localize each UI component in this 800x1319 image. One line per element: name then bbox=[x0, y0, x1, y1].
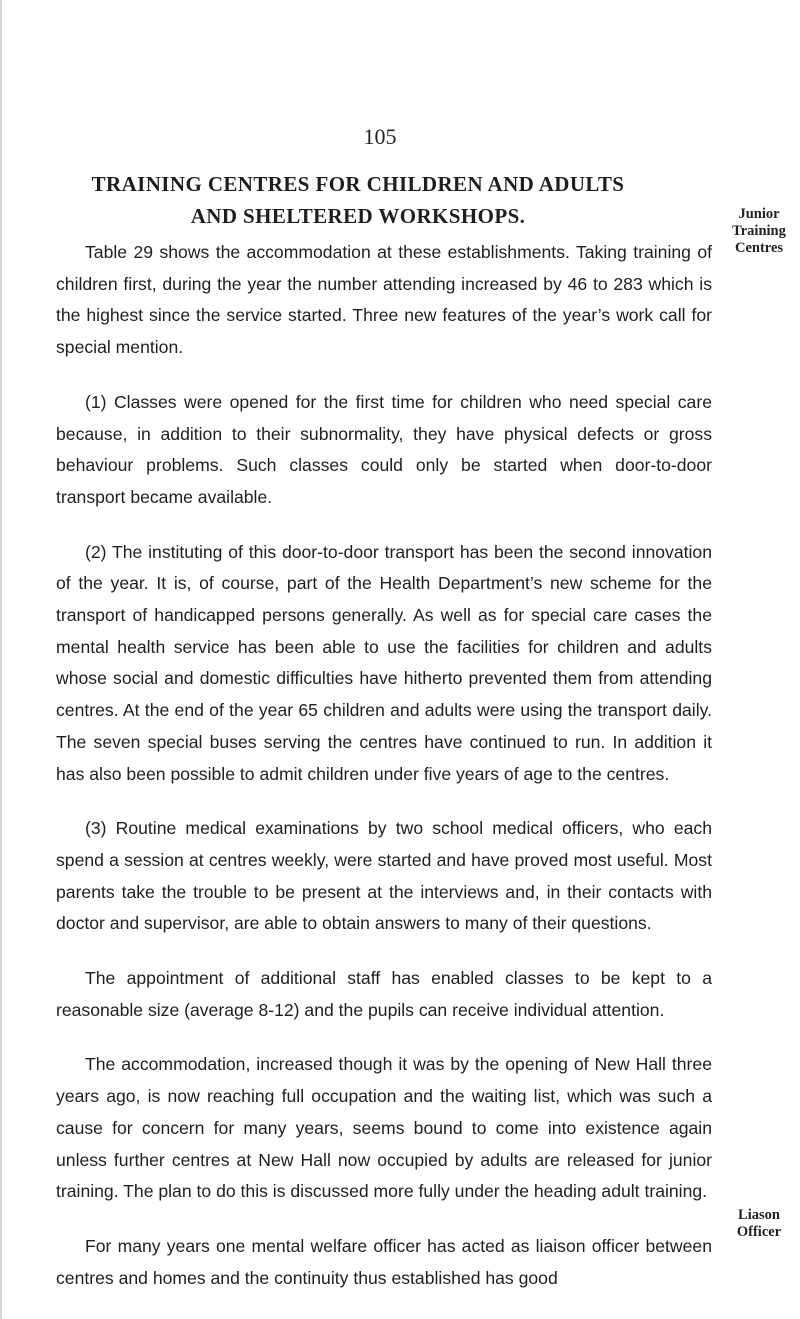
page-number: 105 bbox=[363, 124, 397, 149]
scan-edge bbox=[0, 0, 2, 1319]
paragraph-accommodation: The accommodation, increased though it was by the opening of New Hall three years ago, is now reaching full occupation and the waiting list, which was such a cause for concern for many years, seems bound to come into existence again unless further centres at New Hall now occupied by adults are released for junior training. The plan to do this is discussed more fully under the heading adult training. bbox=[56, 1054, 712, 1202]
margin-note-junior-training-centres: Junior Training Centres bbox=[732, 206, 786, 256]
margin-note-liason-officer: Liason Officer bbox=[736, 1207, 782, 1240]
section-heading-line-1: TRAINING CENTRES FOR CHILDREN AND ADULTS bbox=[91, 172, 625, 196]
paragraph-liaison-officer: For many years one mental welfare officer has acted as liaison officer between centres and homes and the continuity thus established has good bbox=[56, 1235, 712, 1288]
body-text bbox=[56, 237, 712, 1294]
paragraph-special-care-classes: (1) Classes were opened for the first time for children who need special care because, in addition to their subnormality, they have physical defects or gross behaviour problems. Such classes could only be started when door-to-door transport became available. bbox=[56, 391, 712, 507]
paragraph-door-to-door-transport: (2) The instituting of this door-to-door transport has been the second innovation of the year. It is, of course, part of the Health Department’s new scheme for the transport of handicapped persons generally. As well as for special care cases the mental health service has been able to use the facilities for children and adults whose social and domestic difficulties have hitherto prevented them from attending centres. At the end of the year 65 children and adults were using the transport daily. The seven special buses serving the centres have continued to run. In addition it has also been possible to admit children under five years of age to the centres. bbox=[56, 541, 712, 784]
paragraph-intro: Table 29 shows the accommodation at these establishments. Taking training of children first, during the year the number attending increased by 46 to 283 which is the highest since the service started. Three new features of the year’s work call for special mention. bbox=[56, 242, 712, 358]
section-heading-line-2: AND SHELTERED WORKSHOPS. bbox=[190, 204, 526, 228]
paragraph-additional-staff: The appointment of additional staff has enabled classes to be kept to a reasonable size (average 8-12) and the pupils can receive individual attention. bbox=[56, 968, 712, 1020]
paragraph-medical-examinations: (3) Routine medical examinations by two school medical officers, who each spend a session at centres weekly, were started and have proved most useful. Most parents take the trouble to be present at the interviews and, in their contacts with doctor and supervisor, are able to obtain answers to many of their questions. bbox=[56, 818, 712, 934]
